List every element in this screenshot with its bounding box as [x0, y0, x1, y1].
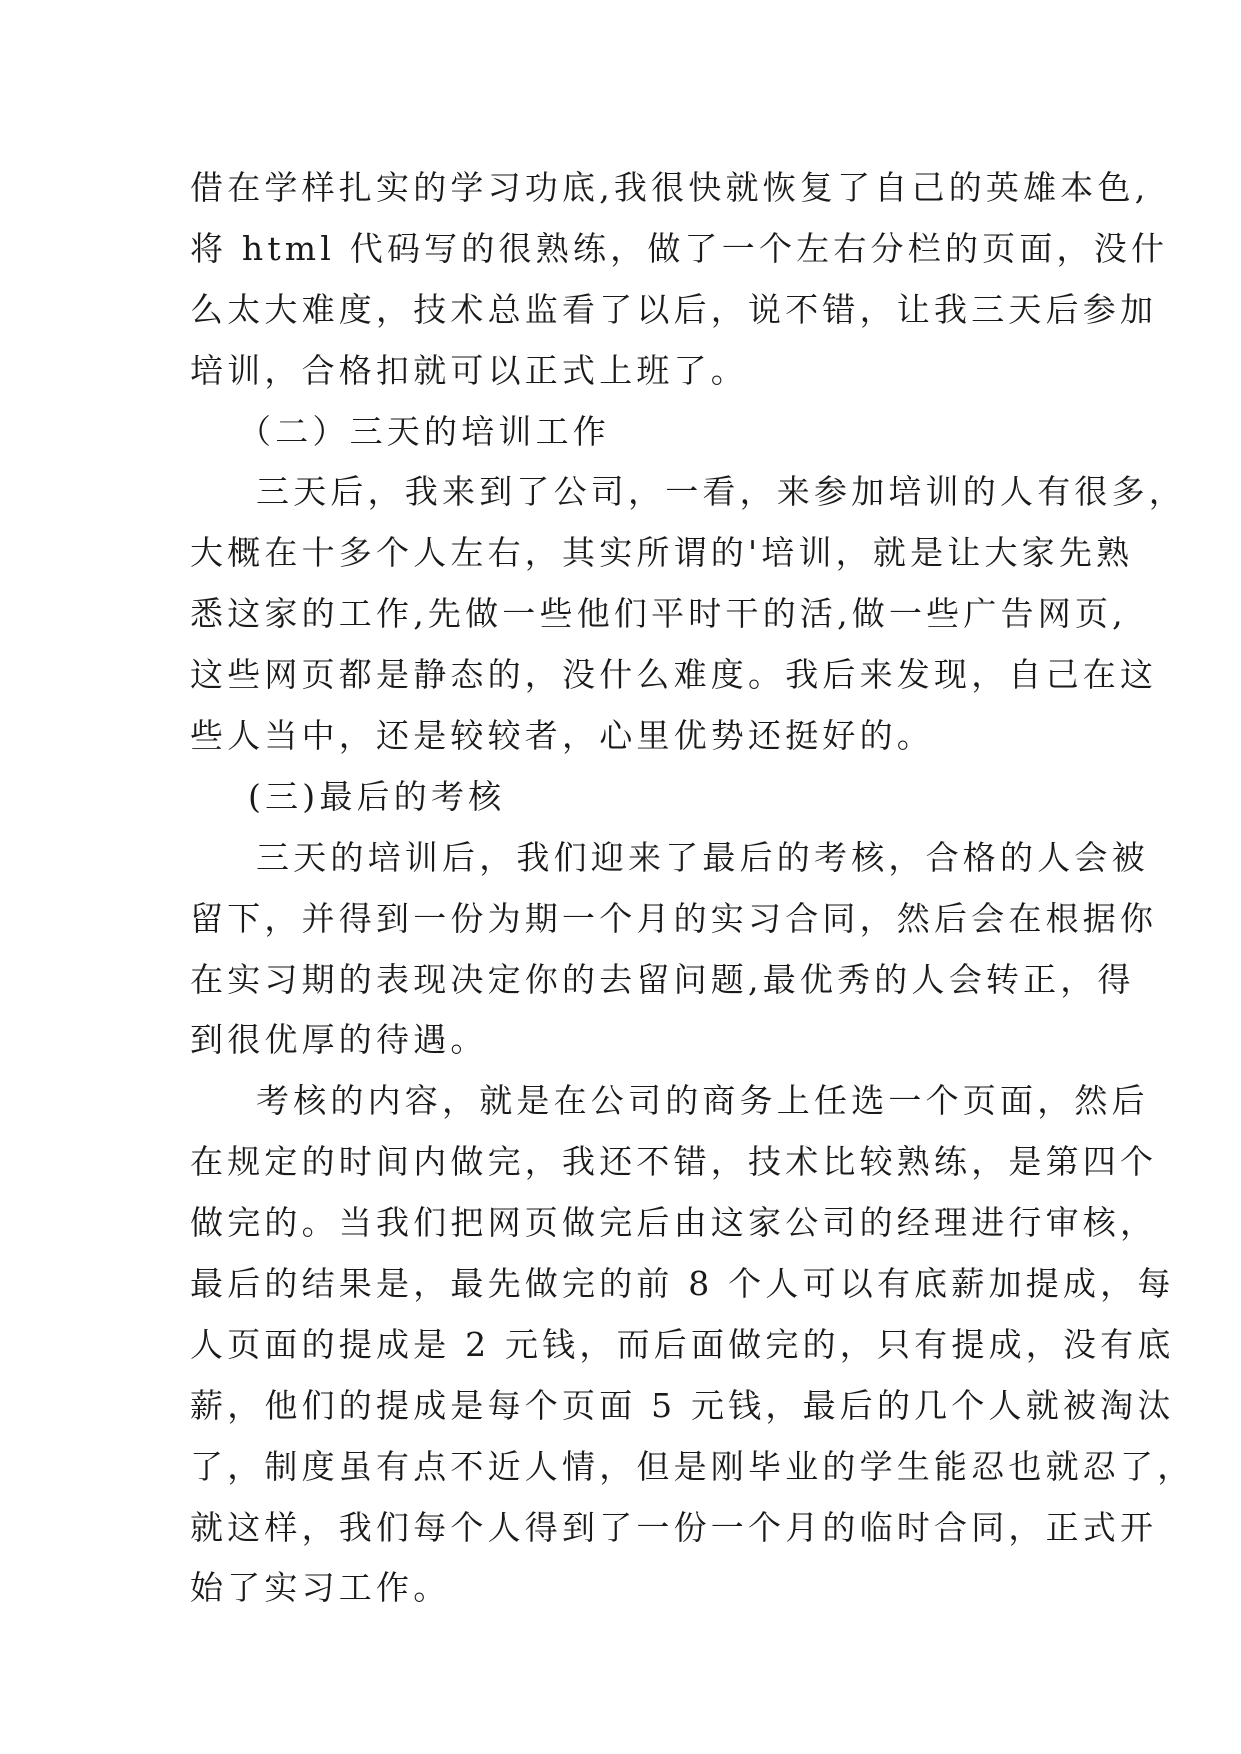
paragraph-line: 悉这家的工作,先做一些他们平时干的活,做一些广告网页, [190, 594, 1127, 634]
paragraph-line: 薪，他们的提成是每个页面 5 元钱，最后的几个人就被淘汰 [190, 1385, 1175, 1425]
paragraph-line: 在规定的时间内做完，我还不错，技术比较熟练，是第四个 [190, 1142, 1158, 1182]
paragraph-line: 些人当中，还是较较者，心里优势还挺好的。 [190, 716, 934, 756]
paragraph-line: 留下，并得到一份为期一个月的实习合同，然后会在根据你 [190, 898, 1158, 938]
paragraph-line: 么太大难度，技术总监看了以后，说不错，让我三天后参加 [190, 289, 1158, 329]
paragraph-line: 最后的结果是，最先做完的前 8 个人可以有底薪加提成，每 [190, 1264, 1175, 1304]
paragraph-line: 始了实习工作。 [190, 1568, 451, 1608]
paragraph-line: 培训，合格扣就可以正式上班了。 [190, 350, 748, 390]
section-heading: （二）三天的培训工作 [238, 411, 610, 451]
paragraph-line: 借在学样扎实的学习功底,我很快就恢复了自己的英雄本色, [190, 168, 1150, 207]
paragraph-line: 这些网页都是静态的，没什么难度。我后来发现，自己在这 [190, 655, 1158, 695]
paragraph-line: 将 html 代码写的很熟练，做了一个左右分栏的页面，没什 [190, 228, 1169, 268]
paragraph-line: 了，制度虽有点不近人情，但是刚毕业的学生能忍也就忍了， [190, 1446, 1195, 1486]
paragraph-line: 考核的内容，就是在公司的商务上任选一个页面，然后 [256, 1081, 1149, 1121]
section-heading: (三)最后的考核 [248, 776, 506, 816]
paragraph-line: 到很优厚的待遇。 [190, 1020, 488, 1060]
paragraph-line: 三天的培训后，我们迎来了最后的考核，合格的人会被 [256, 837, 1149, 877]
paragraph-line: 大概在十多个人左右，其实所谓的'培训，就是让大家先熟 [190, 533, 1134, 573]
paragraph-line: 三天后，我来到了公司，一看，来参加培训的人有很多， [256, 472, 1186, 512]
document-body [190, 158, 1195, 1619]
paragraph-line: 就这样，我们每个人得到了一份一个月的临时合同，正式开 [190, 1507, 1158, 1547]
paragraph-line: 做完的。当我们把网页做完后由这家公司的经理进行审核， [190, 1203, 1158, 1243]
paragraph-line: 在实习期的表现决定你的去留问题,最优秀的人会转正，得 [190, 959, 1135, 999]
paragraph-line: 人页面的提成是 2 元钱，而后面做完的，只有提成，没有底 [190, 1324, 1175, 1364]
